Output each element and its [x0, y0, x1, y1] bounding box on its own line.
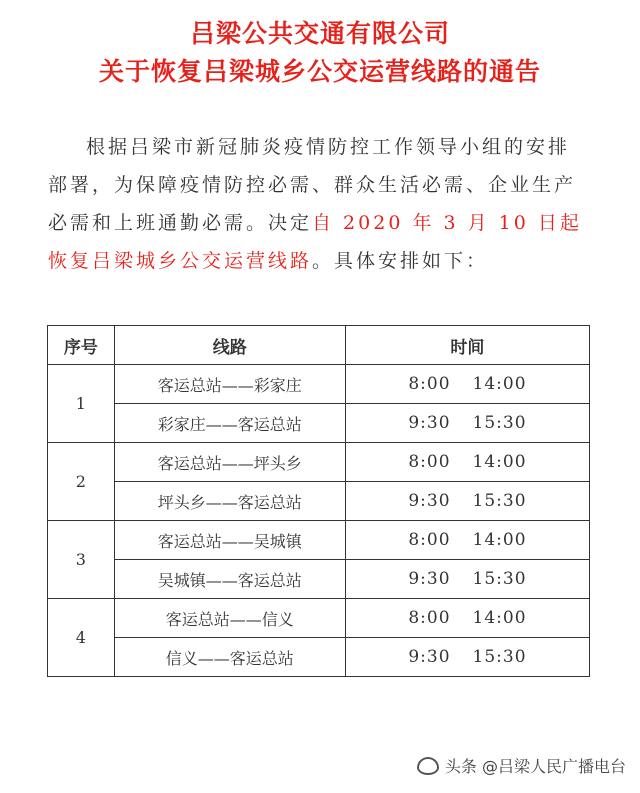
route-schedule-table — [47, 325, 590, 677]
header-time: 时间 — [345, 326, 589, 365]
time-cell — [345, 599, 589, 638]
time-cell — [345, 482, 589, 521]
table-row — [48, 599, 590, 638]
table-row — [48, 521, 590, 560]
departure-time-2: 14:00 — [472, 608, 527, 628]
row-number: 4 — [48, 599, 115, 677]
departure-time-2: 14:00 — [472, 374, 527, 394]
departure-time-2: 15:30 — [472, 413, 527, 433]
departure-time-2: 15:30 — [472, 647, 527, 667]
departure-time-1: 9:30 — [408, 647, 451, 667]
time-cell — [345, 560, 589, 599]
table-row — [48, 443, 590, 482]
route-cell: 客运总站——吴城镇 — [114, 521, 345, 560]
time-cell — [345, 443, 589, 482]
route-cell: 信义——客运总站 — [114, 638, 345, 677]
company-title: 吕梁公共交通有限公司 — [189, 19, 450, 48]
departure-time-1: 8:00 — [408, 530, 451, 550]
table-row — [48, 365, 590, 404]
watermark-text: 头条 @吕梁人民广播电台 — [444, 757, 626, 776]
paragraph-text-end: 。具体安排如下： — [312, 250, 489, 272]
table-row — [48, 482, 590, 521]
wechat-icon — [417, 757, 439, 775]
header-number: 序号 — [48, 326, 115, 365]
departure-time-1: 9:30 — [408, 491, 451, 511]
departure-time-1: 8:00 — [408, 608, 451, 628]
table-header-row — [48, 326, 590, 365]
notice-title: 关于恢复吕梁城乡公交运营线路的通告 — [98, 57, 541, 86]
watermark — [417, 754, 626, 777]
time-cell — [345, 404, 589, 443]
route-cell: 客运总站——坪头乡 — [114, 443, 345, 482]
route-cell: 吴城镇——客运总站 — [114, 560, 345, 599]
time-cell — [345, 365, 589, 404]
departure-time-2: 14:00 — [472, 452, 527, 472]
paragraph-highlight: 自 2020 年 3 月 10 日起恢复吕梁城乡公交运营线路 — [48, 212, 582, 272]
route-cell: 客运总站——彩家庄 — [114, 365, 345, 404]
row-number: 3 — [48, 521, 115, 599]
departure-time-1: 9:30 — [408, 569, 451, 589]
departure-time-1: 8:00 — [408, 452, 451, 472]
table-row — [48, 404, 590, 443]
route-cell: 彩家庄——客运总站 — [114, 404, 345, 443]
table-row — [48, 560, 590, 599]
departure-time-2: 14:00 — [472, 530, 527, 550]
departure-time-2: 15:30 — [472, 491, 527, 511]
departure-time-1: 8:00 — [408, 374, 451, 394]
header-route: 线路 — [114, 326, 345, 365]
row-number: 2 — [48, 443, 115, 521]
time-cell — [345, 638, 589, 677]
paragraph-text: 根据吕梁市新冠肺炎疫情防控工作领导小组的安排部署，为保障疫情防控必需、群众生活必需、企业生产必需和上班通勤必需。决定 — [48, 136, 577, 234]
route-cell: 坪头乡——客运总站 — [114, 482, 345, 521]
route-cell: 客运总站——信义 — [114, 599, 345, 638]
row-number: 1 — [48, 365, 115, 443]
notice-paragraph — [48, 128, 588, 280]
departure-time-2: 15:30 — [472, 569, 527, 589]
table-row — [48, 638, 590, 677]
departure-time-1: 9:30 — [408, 413, 451, 433]
time-cell — [345, 521, 589, 560]
